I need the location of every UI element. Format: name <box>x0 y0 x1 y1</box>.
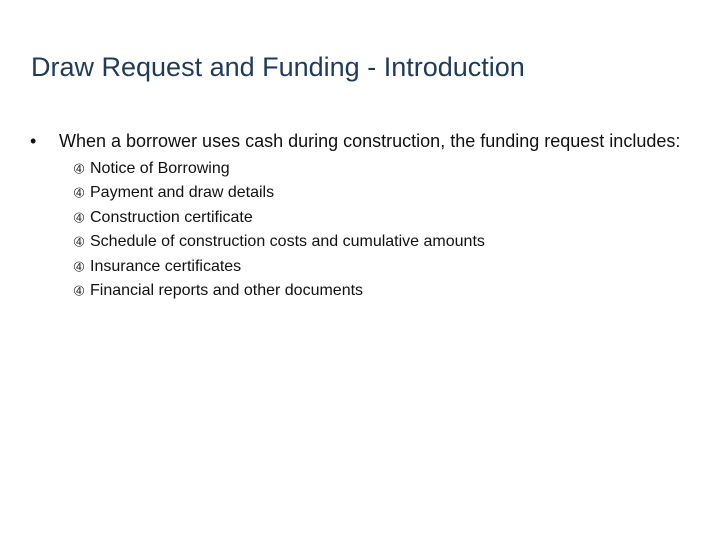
list-item <box>30 157 690 181</box>
sub-bullet-marker: ➃ <box>74 210 85 225</box>
list-item-text: Schedule of construction costs and cumulative amounts <box>90 233 485 251</box>
list-item-text: Financial reports and other documents <box>90 282 364 300</box>
list-item <box>30 181 690 205</box>
list-item-text: Payment and draw details <box>90 184 275 202</box>
list-item <box>30 255 690 279</box>
bullet-marker: • <box>30 131 37 151</box>
sub-bullet-marker: ➃ <box>74 235 85 250</box>
list-item <box>30 279 690 303</box>
list-item-text: Notice of Borrowing <box>90 160 230 177</box>
sub-bullet-marker: ➃ <box>74 259 85 274</box>
sub-bullet-marker: ➃ <box>74 284 85 299</box>
list-item-text: Insurance certificates <box>90 257 242 275</box>
list-item <box>30 230 690 254</box>
sub-bullet-list <box>30 157 690 303</box>
slide-title: Draw Request and Funding - Introduction <box>31 52 525 82</box>
list-item-text: Construction certificate <box>90 208 253 226</box>
sub-bullet-marker: ➃ <box>74 162 85 176</box>
main-bullet-text: When a borrower uses cash during construction, the funding request includes: <box>59 131 681 151</box>
slide-body <box>30 131 690 303</box>
sub-bullet-marker: ➃ <box>74 186 85 201</box>
main-bullet <box>30 131 690 152</box>
list-item <box>30 206 690 230</box>
